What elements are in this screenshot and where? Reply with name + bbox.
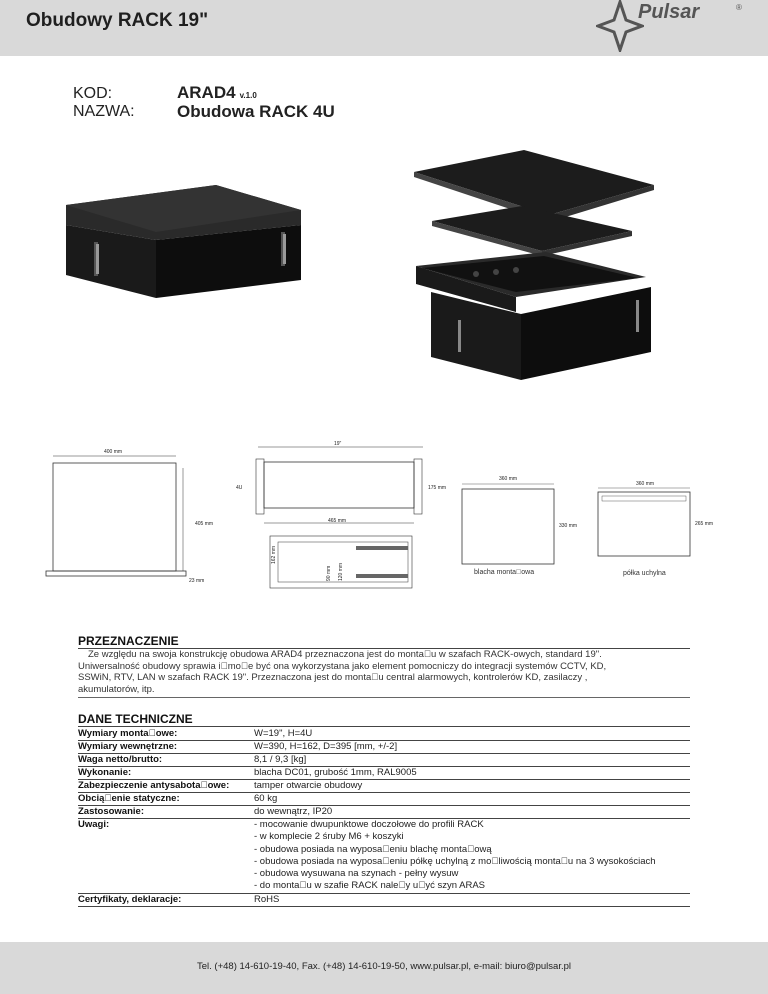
kod-label: KOD: — [73, 85, 113, 102]
tech-key: Zabezpieczenie antysabota owe: — [78, 780, 230, 791]
dim-plate-h: 330 mm — [559, 523, 578, 529]
dim-width-19: 19" — [334, 441, 342, 447]
tech-key: Uwagi: — [78, 819, 110, 830]
product-code — [177, 83, 257, 103]
tech-value: do wewnątrz, IP20 — [254, 806, 333, 817]
dim-shelf-h: 265 mm — [695, 521, 714, 527]
dim-inner-162: 162 mm — [271, 545, 277, 564]
tech-row — [78, 793, 690, 806]
purpose-title: PRZEZNACZENIE — [78, 634, 179, 648]
dim-depth-side: 405 mm — [195, 521, 214, 527]
front-view — [236, 441, 446, 588]
tech-key: Zastosowanie: — [78, 806, 144, 817]
tech-title: DANE TECHNICZNE — [78, 712, 193, 726]
tech-value: RoHS — [254, 893, 280, 905]
tech-value: blacha DC01, grubość 1mm, RAL9005 — [254, 767, 417, 778]
page-header — [0, 0, 768, 56]
purpose-line-2: Uniwersalność obudowy sprawia i mo e być ona wykorzystana jako element pomocniczy do integracji systemów CCTV, KD, — [78, 660, 607, 672]
tech-row — [78, 741, 690, 754]
tech-key: Wykonanie: — [78, 767, 132, 778]
tech-table — [78, 728, 690, 907]
tech-row — [78, 894, 690, 907]
product-name: Obudowa RACK 4U — [177, 102, 335, 121]
tech-value: W=19", H=4U — [254, 728, 313, 739]
uwagi-item: - do monta u w szafie RACK nale y u yć szyn ARAS — [254, 880, 485, 892]
mounting-plate-photo — [432, 206, 637, 258]
enclosure-closed-photo — [66, 180, 306, 310]
product-version: v.1.0 — [239, 91, 257, 100]
technical-drawing — [38, 436, 728, 596]
tech-value: 8,1 / 9,3 [kg] — [254, 754, 307, 765]
dim-height-4u: 4U — [236, 485, 243, 491]
uwagi-list — [254, 819, 690, 893]
dim-foot: 23 mm — [189, 578, 205, 584]
tech-row-uwagi — [78, 819, 690, 894]
top-view — [46, 449, 213, 584]
tilt-shelf-drawing — [598, 481, 713, 577]
purpose-line-1: Ze względu na swoja konstrukcję obudowa ARAD4 przeznaczona jest do monta u w szafach RACK-owych, standard 19". — [88, 649, 602, 660]
page-title: Obudowy RACK 19" — [26, 10, 209, 31]
uwagi-item: - obudowa posiada na wyposa eniu półkę uchylną z mo liwością monta u na 3 wysokościach — [254, 855, 656, 867]
uwagi-item: - mocowanie dwupunktowe doczołowe do profili RACK — [254, 819, 484, 830]
tech-value: tamper otwarcie obudowy — [254, 780, 363, 791]
page-footer — [0, 942, 768, 994]
dim-depth-top: 400 mm — [104, 449, 123, 455]
purpose-bottom-divider — [78, 697, 690, 698]
tech-value: W=390, H=162, D=395 [mm, +/-2] — [254, 741, 398, 752]
purpose-text — [78, 649, 690, 695]
star-icon — [596, 0, 644, 52]
nazwa-label: NAZWA: — [73, 103, 135, 120]
dim-shelf-w: 360 mm — [636, 481, 655, 487]
uwagi-item: - obudowa wysuwana na szynach - pełny wysuw — [254, 868, 459, 880]
dim-inner-90: 90 mm — [326, 565, 332, 581]
dim-inner-120: 120 mm — [338, 562, 344, 581]
tech-row — [78, 767, 690, 780]
product-code-text: ARAD4 — [177, 83, 236, 102]
dim-height-175: 175 mm — [428, 485, 447, 491]
tech-key: Wymiary wewnętrzne: — [78, 741, 178, 752]
mounting-plate-drawing — [462, 476, 577, 576]
tech-row — [78, 806, 690, 819]
tech-key: Obcią enie statyczne: — [78, 793, 180, 804]
pulsar-logo — [596, 0, 756, 52]
tech-value: 60 kg — [254, 793, 278, 804]
purpose-line-3: SSWiN, RTV, LAN w szafach RACK 19". Przeznaczona jest do monta u central alarmowych, kontrolerów KD, zasilaczy , — [78, 672, 588, 683]
registered-mark: ® — [736, 3, 742, 12]
shelf-caption: półka uchylna — [623, 570, 666, 577]
tech-row — [78, 754, 690, 767]
dim-width-465: 465 mm — [328, 518, 347, 524]
tech-row — [78, 780, 690, 793]
uwagi-item: - obudowa posiada na wyposa eniu blachę monta ową — [254, 843, 492, 855]
tech-divider — [78, 726, 690, 727]
tech-key: Waga netto/brutto: — [78, 754, 163, 765]
enclosure-open-photo — [416, 252, 661, 392]
plate-caption: blacha monta owa — [474, 569, 535, 576]
uwagi-item: - w komplecie 2 śruby M6 + koszyki — [254, 831, 404, 843]
tech-key: Wymiary monta owe: — [78, 728, 178, 739]
tech-key: Certyfikaty, deklaracje: — [78, 893, 182, 905]
logo-text: Pulsar — [638, 1, 700, 23]
footer-contact: Tel. (+48) 14-610-19-40, Fax. (+48) 14-610-19-50, www.pulsar.pl, e-mail: biuro@pulsar.pl — [197, 961, 571, 972]
dim-plate-w: 360 mm — [499, 476, 518, 482]
tech-row — [78, 728, 690, 741]
purpose-line-4: akumulatorów, itp. — [78, 683, 155, 695]
